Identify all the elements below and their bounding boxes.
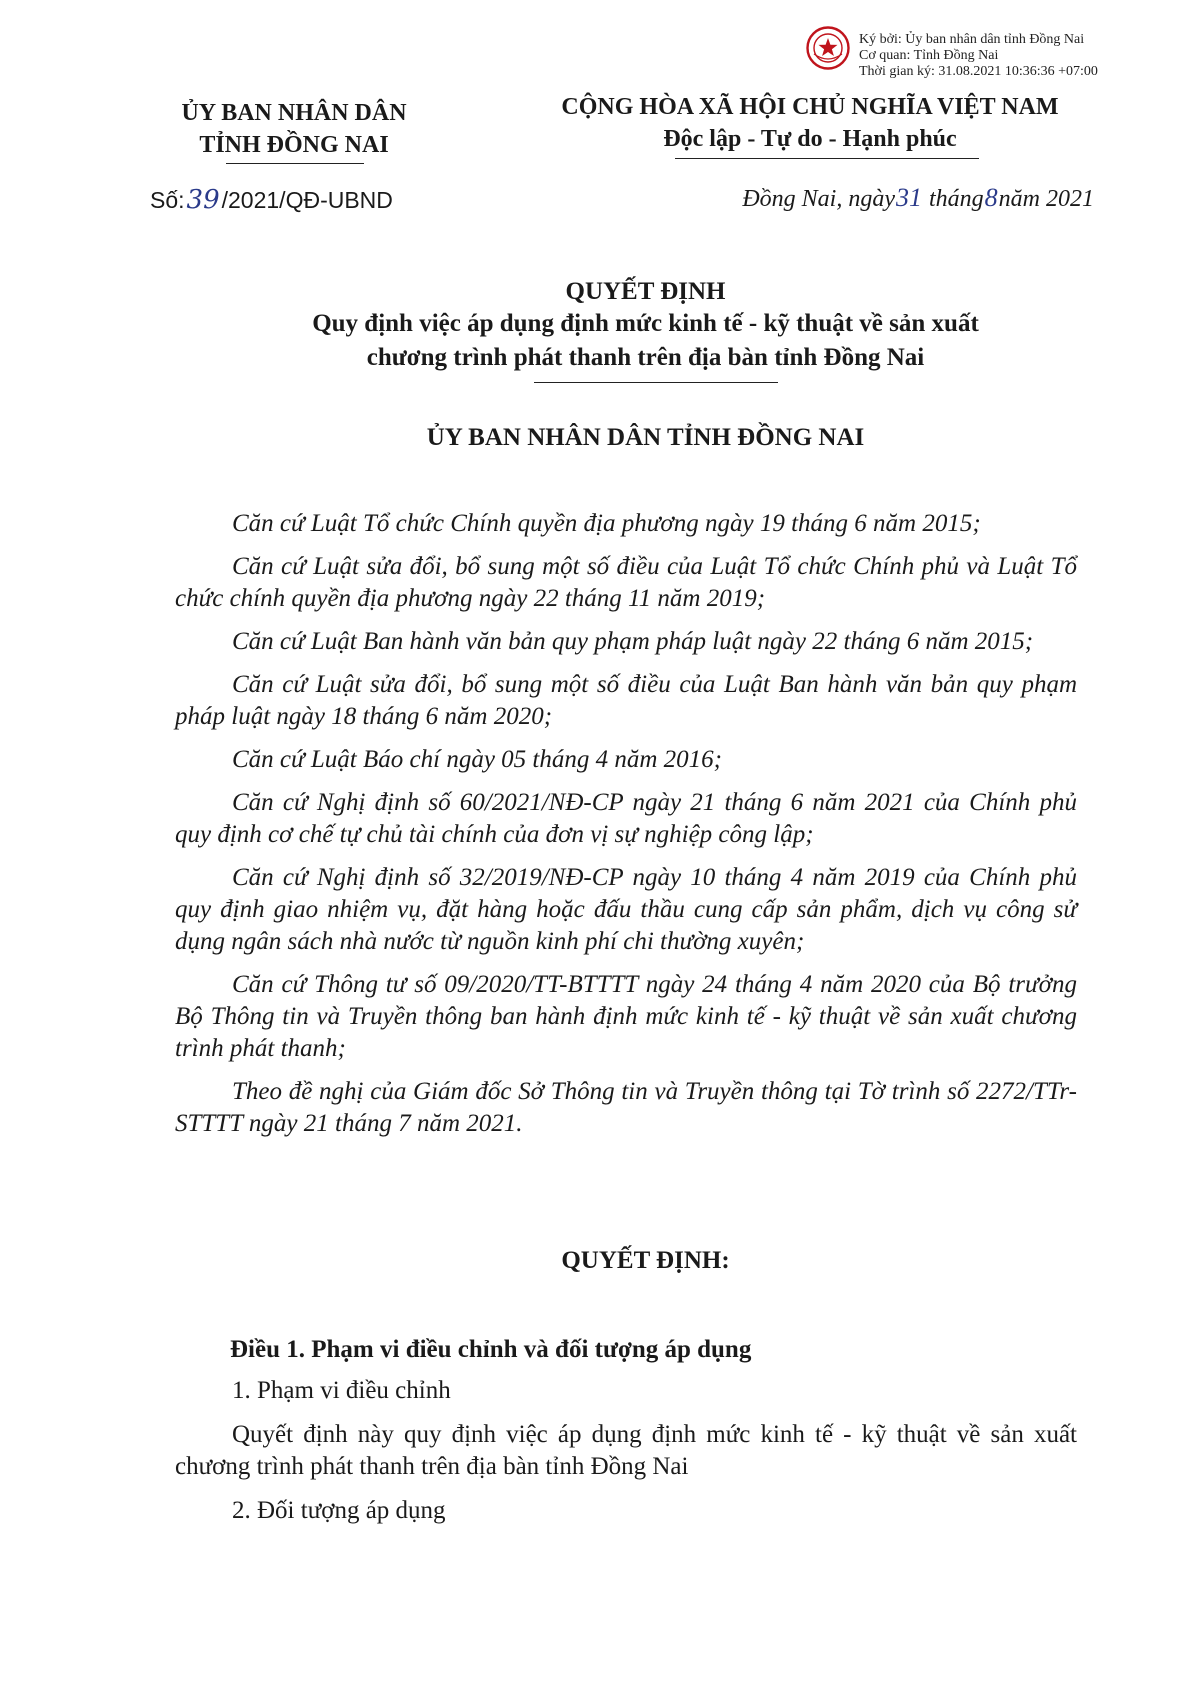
date-year: năm 2021 — [998, 186, 1094, 212]
preamble-paragraph: Căn cứ Nghị định số 32/2019/NĐ-CP ngày 10 tháng 4 năm 2019 của Chính phủ quy định giao nhiệm vụ, đặt hàng hoặc đấu thầu cung cấp sản phẩm, dịch vụ công sử dụng ngân sách nhà nước từ nguồn kinh phí chi thường xuyên; — [175, 864, 1077, 955]
document-number — [150, 185, 393, 215]
state-emblem-seal-icon — [806, 26, 850, 70]
national-motto: Độc lập - Tự do - Hạnh phúc — [663, 126, 957, 152]
article-1-item-2: 2. Đối tượng áp dụng — [232, 1497, 446, 1524]
document-subtitle — [100, 307, 1191, 375]
preamble-paragraph: Căn cứ Luật sửa đổi, bổ sung một số điều của Luật Ban hành văn bản quy phạm pháp luật ngày 18 tháng 6 năm 2020; — [175, 671, 1077, 730]
signing-time: Thời gian ký: 31.08.2021 10:36:36 +07:00 — [859, 64, 1098, 79]
national-name: CỘNG HÒA XÃ HỘI CHỦ NGHĨA VIỆT NAM — [561, 94, 1059, 120]
right-header-divider — [675, 158, 979, 159]
article-1-item-1-text: Quyết định này quy định việc áp dụng định mức kinh tế - kỹ thuật về sản xuất chương trình phát thanh trên địa bàn tỉnh Đồng Nai — [175, 1421, 1077, 1480]
preamble-paragraph: Căn cứ Luật Ban hành văn bản quy phạm pháp luật ngày 22 tháng 6 năm 2015; — [232, 628, 1034, 655]
subtitle-line2: chương trình phát thanh trên địa bàn tỉnh Đồng Nai — [366, 344, 925, 371]
signing-agency: Cơ quan: Tỉnh Đồng Nai — [859, 48, 999, 63]
article-1-item-1: 1. Phạm vi điều chỉnh — [232, 1377, 451, 1404]
preamble — [175, 508, 1077, 1151]
preamble-paragraph: Căn cứ Thông tư số 09/2020/TT-BTTTT ngày 24 tháng 4 năm 2020 của Bộ trưởng Bộ Thông tin và Truyền thông ban hành định mức kinh tế - kỹ thuật về sản xuất chương trình phát thanh; — [175, 971, 1077, 1062]
preamble-paragraph: Theo đề nghị của Giám đốc Sở Thông tin và Truyền thông tại Tờ trình số 2272/TTr-STTTT ngày 21 tháng 7 năm 2021. — [175, 1078, 1077, 1137]
issue-date-line — [650, 183, 1094, 213]
doc-number-handwritten: 39 — [186, 185, 220, 215]
title-divider — [534, 382, 778, 383]
national-header — [530, 91, 1090, 155]
article-1-heading: Điều 1. Phạm vi điều chỉnh và đối tượng áp dụng — [230, 1336, 752, 1363]
preamble-paragraph: Căn cứ Luật Báo chí ngày 05 tháng 4 năm 2016; — [232, 746, 722, 773]
date-day-handwritten: 31 — [895, 183, 922, 212]
subtitle-line1: Quy định việc áp dụng định mức kinh tế - kỹ thuật về sản xuất — [312, 310, 979, 337]
document-title: QUYẾT ĐỊNH — [565, 278, 726, 305]
doc-number-prefix: Số: — [150, 187, 185, 213]
left-header-divider — [226, 163, 364, 164]
issuing-authority-line2: TỈNH ĐỒNG NAI — [199, 132, 389, 158]
preamble-paragraph: Căn cứ Luật Tổ chức Chính quyền địa phương ngày 19 tháng 6 năm 2015; — [232, 510, 981, 537]
date-month-handwritten: 8 — [984, 183, 998, 212]
signed-by: Ký bởi: Ủy ban nhân dân tỉnh Đồng Nai — [859, 32, 1085, 47]
preamble-paragraph: Căn cứ Luật sửa đổi, bổ sung một số điều của Luật Tổ chức Chính phủ và Luật Tổ chức chính quyền địa phương ngày 22 tháng 11 năm 2019; — [175, 553, 1077, 612]
date-place: Đồng Nai, ngày — [742, 186, 895, 212]
digital-signature-info — [859, 32, 1098, 80]
authority-heading: ỦY BAN NHÂN DÂN TỈNH ĐỒNG NAI — [426, 424, 865, 451]
issuing-authority-line1: ỦY BAN NHÂN DÂN — [181, 100, 407, 126]
decision-heading: QUYẾT ĐỊNH: — [561, 1247, 730, 1274]
date-month-label: tháng — [928, 186, 984, 212]
issuing-authority-header — [150, 97, 438, 161]
doc-number-suffix: /2021/QĐ-UBND — [221, 187, 393, 213]
article-1-body — [175, 1375, 1077, 1539]
preamble-paragraph: Căn cứ Nghị định số 60/2021/NĐ-CP ngày 21 tháng 6 năm 2021 của Chính phủ quy định cơ chế tự chủ tài chính của đơn vị sự nghiệp công lập; — [175, 789, 1077, 848]
